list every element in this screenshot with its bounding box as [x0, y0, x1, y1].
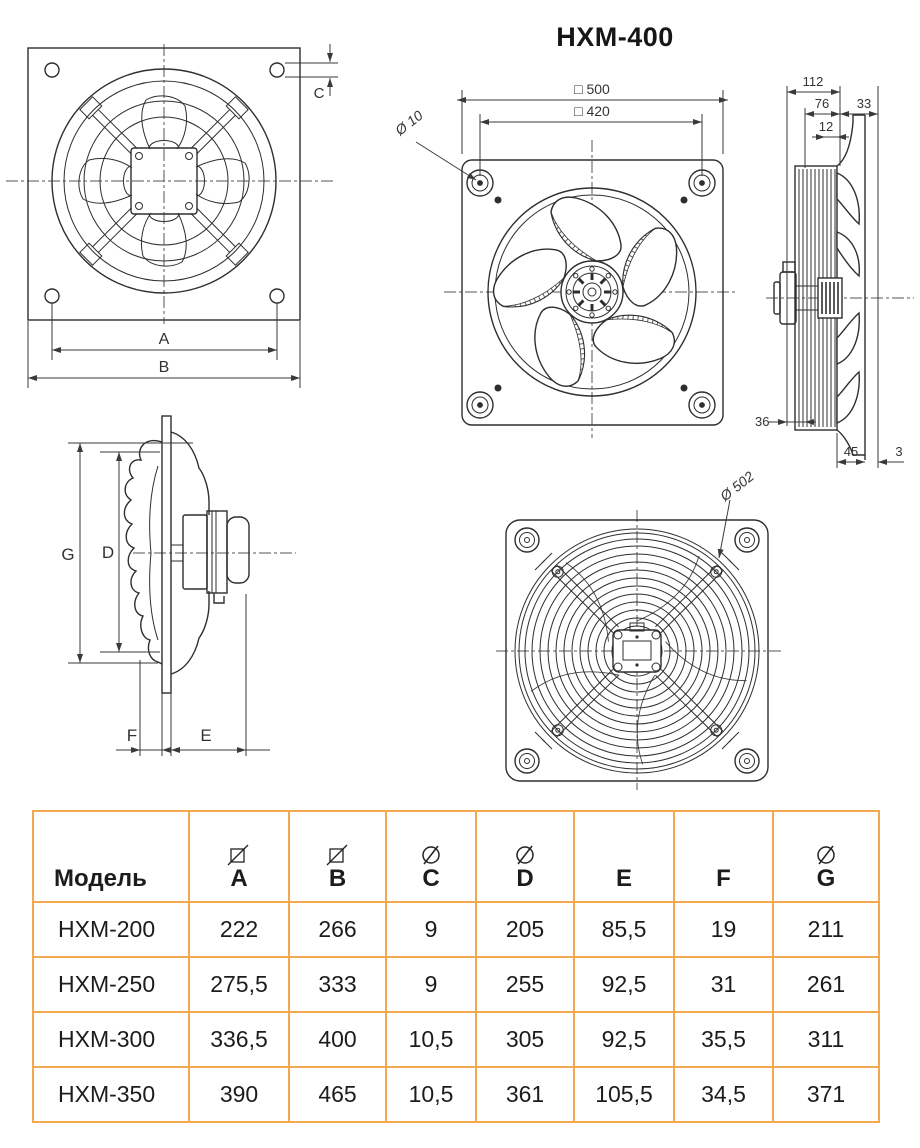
dim-label-d: D — [101, 543, 115, 562]
value-cell: 336,5 — [189, 1012, 289, 1067]
value-cell: 85,5 — [574, 902, 674, 957]
dim-label-e: E — [200, 726, 212, 745]
value-cell: 19 — [674, 902, 773, 957]
value-cell: 34,5 — [674, 1067, 773, 1122]
value-cell: 105,5 — [574, 1067, 674, 1122]
dim-inner-square: □ 420 — [574, 103, 610, 119]
dim-front-offset: 33 — [856, 96, 872, 111]
value-cell: 31 — [674, 957, 773, 1012]
value-cell: 261 — [773, 957, 879, 1012]
col-header-e — [574, 811, 674, 902]
value-cell: 211 — [773, 902, 879, 957]
col-header-label: A — [230, 865, 248, 892]
dim-mount-hole: Ø 10 — [391, 107, 426, 139]
value-cell: 9 — [386, 957, 476, 1012]
table-row — [33, 1067, 879, 1122]
diameter-symbol-icon — [774, 832, 878, 866]
col-header-label: C — [422, 865, 440, 892]
rear-view-drawing — [492, 466, 798, 796]
profile-view-drawing — [38, 396, 340, 784]
dim-total-depth: 112 — [802, 74, 824, 89]
col-header-label: Модель — [54, 865, 147, 892]
value-cell: 92,5 — [574, 957, 674, 1012]
dim-outer-square: □ 500 — [574, 81, 610, 97]
col-header-label: E — [615, 865, 632, 892]
side-view-drawing — [752, 56, 920, 486]
dimension-table — [32, 810, 880, 1123]
value-cell: 390 — [189, 1067, 289, 1122]
value-cell: 10,5 — [386, 1067, 476, 1122]
col-header-label: D — [516, 865, 534, 892]
value-cell: 92,5 — [574, 1012, 674, 1067]
model-cell: HXM-250 — [33, 957, 189, 1012]
diameter-symbol-icon — [387, 832, 475, 866]
value-cell: 361 — [476, 1067, 574, 1122]
value-cell: 305 — [476, 1012, 574, 1067]
table-row — [33, 957, 879, 1012]
dim-label-c: C — [313, 85, 325, 102]
table-row — [33, 902, 879, 957]
square-symbol-icon — [290, 832, 385, 866]
value-cell: 9 — [386, 902, 476, 957]
dim-body-depth: 76 — [814, 96, 830, 111]
col-header-label: G — [816, 865, 836, 892]
dim-label-f: F — [126, 726, 138, 745]
col-header-c — [386, 811, 476, 902]
col-header-d — [476, 811, 574, 902]
dim-hub-offset: 36 — [755, 414, 770, 429]
page-title: HXM-400 — [556, 22, 674, 52]
col-header-g — [773, 811, 879, 902]
model-cell: HXM-350 — [33, 1067, 189, 1122]
col-header-model — [33, 811, 189, 902]
value-cell: 222 — [189, 902, 289, 957]
dim-label-g: G — [61, 545, 75, 564]
table-row — [33, 1012, 879, 1067]
dim-grille-diameter: Ø 502 — [716, 468, 757, 505]
value-cell: 333 — [289, 957, 386, 1012]
diameter-symbol-icon — [477, 832, 573, 866]
col-header-label: F — [716, 865, 731, 892]
value-cell: 275,5 — [189, 957, 289, 1012]
impeller — [489, 197, 691, 393]
dim-rear-depth: 45 — [843, 444, 859, 459]
table-head — [33, 811, 879, 902]
value-cell: 371 — [773, 1067, 879, 1122]
no-symbol — [675, 832, 772, 866]
col-header-label: B — [328, 865, 347, 892]
col-header-f — [674, 811, 773, 902]
value-cell: 205 — [476, 902, 574, 957]
dim-label-b: B — [158, 359, 170, 376]
col-header-b — [289, 811, 386, 902]
model-cell: HXM-300 — [33, 1012, 189, 1067]
value-cell: 311 — [773, 1012, 879, 1067]
square-symbol-icon — [190, 832, 288, 866]
front-view-fan-drawing — [386, 56, 740, 442]
no-symbol — [575, 832, 673, 866]
value-cell: 465 — [289, 1067, 386, 1122]
col-header-a — [189, 811, 289, 902]
table-header-row — [33, 811, 879, 902]
table-body — [33, 902, 879, 1122]
front-view-plate-drawing — [0, 18, 372, 406]
value-cell: 35,5 — [674, 1012, 773, 1067]
dim-plate-inset: 12 — [818, 119, 834, 134]
model-cell: HXM-200 — [33, 902, 189, 957]
value-cell: 400 — [289, 1012, 386, 1067]
value-cell: 266 — [289, 902, 386, 957]
value-cell: 255 — [476, 957, 574, 1012]
value-cell: 10,5 — [386, 1012, 476, 1067]
centerlines — [6, 44, 336, 324]
dim-plate-thickness: 3 — [895, 444, 903, 459]
dim-label-a: A — [158, 331, 170, 348]
